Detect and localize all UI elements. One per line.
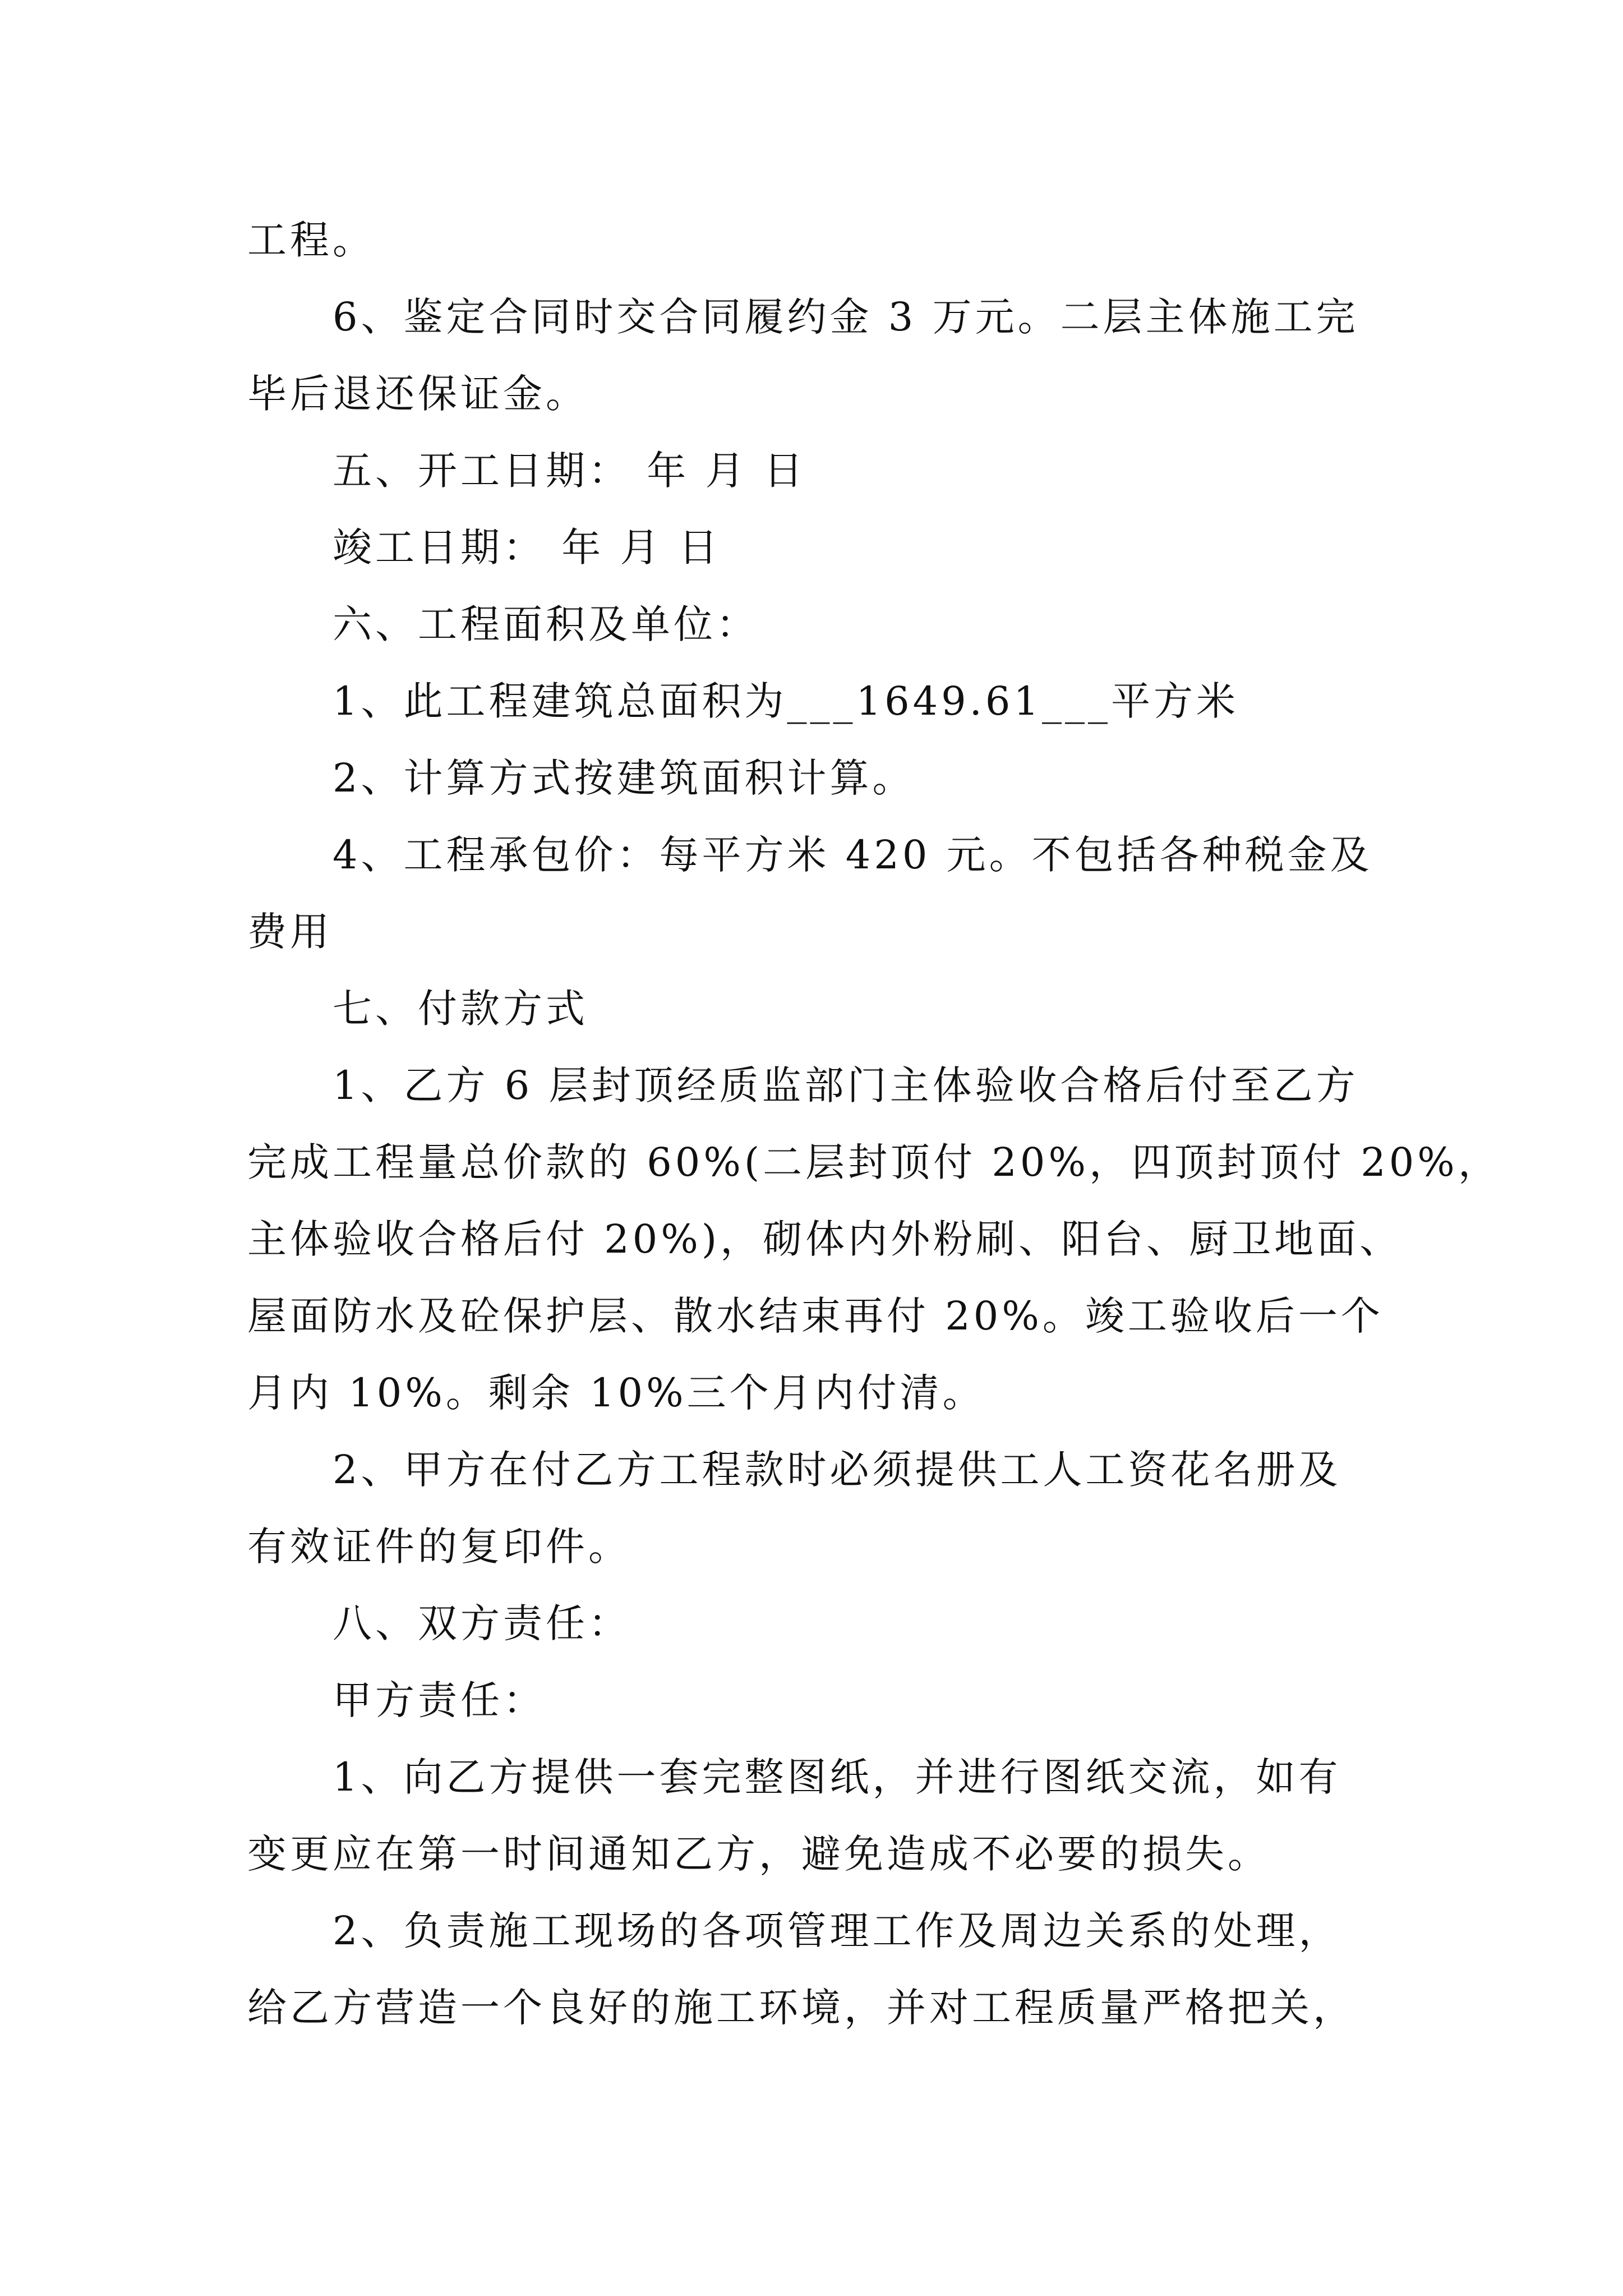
text-line: 给乙方营造一个良好的施工环境，并对工程质量严格把关，: [247, 1985, 1355, 2031]
text-line: 2、负责施工现场的各项管理工作及周边关系的处理，: [333, 1908, 1341, 1954]
text-line: 五、开工日期： 年 月 日: [333, 448, 806, 494]
text-line: 2、甲方在付乙方工程款时必须提供工人工资花名册及: [333, 1447, 1341, 1493]
text-line: 2、计算方式按建筑面积计算。: [333, 755, 915, 801]
text-line: 七、付款方式: [333, 986, 588, 1032]
text-line: 有效证件的复印件。: [247, 1524, 631, 1570]
text-line: 完成工程量总价款的 60%(二层封顶付 20%，四顶封顶付 20%，: [247, 1139, 1501, 1185]
text-line: 变更应在第一时间通知乙方，避免造成不必要的损失。: [247, 1831, 1270, 1877]
text-line: 八、双方责任：: [333, 1600, 631, 1646]
text-line: 费用: [247, 909, 333, 955]
text-line: 毕后退还保证金。: [247, 371, 588, 417]
text-line: 六、工程面积及单位：: [333, 601, 759, 647]
text-line: 主体验收合格后付 20%)，砌体内外粉刷、阳台、厨卫地面、: [247, 1216, 1403, 1262]
text-line: 工程。: [247, 217, 375, 263]
text-line: 1、向乙方提供一套完整图纸，并进行图纸交流，如有: [333, 1754, 1341, 1800]
text-line: 1、此工程建筑总面积为___1649.61___平方米: [333, 678, 1239, 724]
text-line: 4、工程承包价：每平方米 420 元。不包括各种税金及: [333, 832, 1373, 878]
text-line: 月内 10%。剩余 10%三个月内付清。: [247, 1370, 985, 1416]
document-body: [247, 202, 1501, 2046]
text-line: 6、鉴定合同时交合同履约金 3 万元。二层主体施工完: [333, 294, 1359, 340]
text-line: 甲方责任：: [333, 1677, 546, 1723]
text-line: 竣工日期： 年 月 日: [333, 524, 721, 570]
text-line: 1、乙方 6 层封顶经质监部门主体验收合格后付至乙方: [333, 1062, 1359, 1108]
text-line: 屋面防水及砼保护层、散水结束再付 20%。竣工验收后一个: [247, 1293, 1384, 1339]
